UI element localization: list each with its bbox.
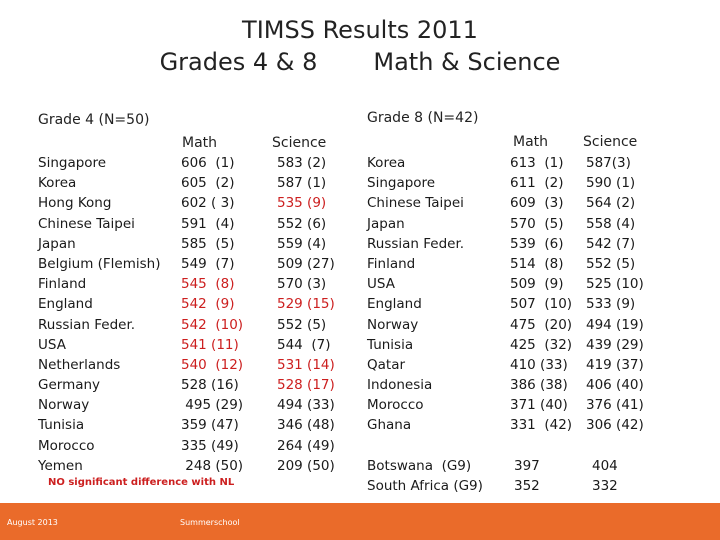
grade8-math-cell: 609 (3) xyxy=(510,195,564,212)
grade8-science-cell: 406 (40) xyxy=(586,377,644,394)
grade8-country-cell: Singapore xyxy=(367,175,436,192)
grade8-science-cell: 306 (42) xyxy=(586,417,644,434)
subtitle-grades: Grades 4 & 8 xyxy=(159,48,318,76)
grade8-science-column xyxy=(586,153,644,436)
grade4-science-cell: 570 (3) xyxy=(277,276,327,293)
grade8-country-cell: Qatar xyxy=(367,356,406,373)
grade4-science-header: Science xyxy=(272,135,327,151)
grade4-science-cell: 552 (5) xyxy=(277,316,327,333)
grade4-math-cell: 540 (12) xyxy=(181,356,244,373)
grade8-science-cell: 564 (2) xyxy=(586,195,636,212)
footer-bar xyxy=(0,503,720,540)
footer-school: Summerschool xyxy=(180,518,240,527)
grade8-science-cell: 558 (4) xyxy=(586,215,636,232)
grade8-extra-country-cell: South Africa (G9) xyxy=(367,478,483,495)
grade8-country-cell: Russian Feder. xyxy=(367,235,465,252)
grade8-math-cell: 331 (42) xyxy=(510,417,573,434)
grade8-math-cell: 386 (38) xyxy=(510,377,568,394)
grade4-country-cell: Chinese Taipei xyxy=(38,215,135,232)
grade4-math-cell: 335 (49) xyxy=(181,437,239,454)
grade4-country-cell: Germany xyxy=(38,377,101,394)
grade8-math-cell: 514 (8) xyxy=(510,255,564,272)
grade8-science-cell: 552 (5) xyxy=(586,255,636,272)
grade8-math-cell: 509 (9) xyxy=(510,276,564,293)
grade4-country-cell: Hong Kong xyxy=(38,195,112,212)
grade8-country-cell: Tunisia xyxy=(367,336,414,353)
grade4-country-cell: Finland xyxy=(38,276,87,293)
grade4-science-cell: 535 (9) xyxy=(277,195,327,212)
grade4-math-cell: 542 (9) xyxy=(181,296,235,313)
grade4-country-cell: Russian Feder. xyxy=(38,316,136,333)
grade4-science-cell: 264 (49) xyxy=(277,437,335,454)
grade8-science-cell: 439 (29) xyxy=(586,336,644,353)
grade4-science-cell: 209 (50) xyxy=(277,457,335,474)
grade8-science-cell: 419 (37) xyxy=(586,356,644,373)
grade8-math-cell: 475 (20) xyxy=(510,316,573,333)
grade4-science-cell: 346 (48) xyxy=(277,417,335,434)
grade4-science-cell: 529 (15) xyxy=(277,296,335,313)
grade4-science-cell: 552 (6) xyxy=(277,215,327,232)
grade4-heading: Grade 4 (N=50) xyxy=(38,112,150,128)
grade8-country-cell: Finland xyxy=(367,255,416,272)
grade4-note: NO significant difference with NL xyxy=(48,477,235,488)
grade4-math-cell: 541 (11) xyxy=(181,336,239,353)
grade8-math-cell: 570 (5) xyxy=(510,215,564,232)
grade8-country-cell: USA xyxy=(367,276,395,293)
grade8-extra-science-cell: 404 xyxy=(592,458,618,474)
slide-title: TIMSS Results 2011 xyxy=(242,16,478,44)
grade8-science-cell: 542 (7) xyxy=(586,235,636,252)
grade4-math-cell: 605 (2) xyxy=(181,175,235,192)
grade8-math-cell: 539 (6) xyxy=(510,235,564,252)
grade8-country-cell: Morocco xyxy=(367,397,424,414)
grade4-math-cell: 591 (4) xyxy=(181,215,235,232)
grade4-math-cell: 585 (5) xyxy=(181,235,235,252)
grade4-country-cell: Tunisia xyxy=(38,417,85,434)
grade4-math-cell: 606 (1) xyxy=(181,155,235,171)
grade4-country-cell: Belgium (Flemish) xyxy=(38,255,161,272)
slide-subtitle xyxy=(0,48,720,76)
grade4-math-cell: 549 (7) xyxy=(181,255,235,272)
grade4-math-column xyxy=(181,153,243,476)
grade8-country-cell: Ghana xyxy=(367,417,412,434)
grade4-country-cell: Singapore xyxy=(38,155,107,171)
grade8-math-cell: 410 (33) xyxy=(510,356,568,373)
grade4-science-cell: 583 (2) xyxy=(277,155,327,171)
grade8-country-cell: Indonesia xyxy=(367,377,433,394)
grade8-extra-math-cell: 397 xyxy=(514,458,540,474)
grade8-math-cell: 425 (32) xyxy=(510,336,573,353)
footer-date: August 2013 xyxy=(7,518,58,527)
grade4-math-cell: 248 (50) xyxy=(181,457,244,474)
grade8-country-cell: Korea xyxy=(367,155,406,171)
grade4-science-cell: 587 (1) xyxy=(277,175,327,192)
grade8-country-cell: Japan xyxy=(367,215,405,232)
grade8-science-cell: 587(3) xyxy=(586,155,631,171)
grade4-math-cell: 602 ( 3) xyxy=(181,195,235,212)
grade8-science-header: Science xyxy=(583,134,638,150)
grade4-science-cell: 509 (27) xyxy=(277,255,335,272)
subtitle-subjects: Math & Science xyxy=(373,48,561,76)
grade8-science-cell: 590 (1) xyxy=(586,175,636,192)
grade4-country-cell: Netherlands xyxy=(38,356,121,373)
grade8-extra-country-column xyxy=(367,456,483,496)
grade8-math-cell: 611 (2) xyxy=(510,175,564,192)
grade8-science-cell: 533 (9) xyxy=(586,296,636,313)
grade4-math-cell: 542 (10) xyxy=(181,316,244,333)
grade8-science-cell: 525 (10) xyxy=(586,276,644,293)
grade4-science-cell: 531 (14) xyxy=(277,356,335,373)
grade8-country-column xyxy=(367,153,464,436)
grade4-science-cell: 544 (7) xyxy=(277,336,331,353)
grade8-math-cell: 507 (10) xyxy=(510,296,573,313)
grade4-math-cell: 359 (47) xyxy=(181,417,239,434)
grade4-math-cell: 545 (8) xyxy=(181,276,235,293)
grade4-country-column xyxy=(38,153,160,476)
grade8-heading: Grade 8 (N=42) xyxy=(367,110,479,126)
grade4-science-cell: 494 (33) xyxy=(277,397,335,414)
grade4-country-cell: Norway xyxy=(38,397,90,414)
grade8-science-cell: 494 (19) xyxy=(586,316,644,333)
grade4-country-cell: Yemen xyxy=(38,457,83,474)
grade8-country-cell: Chinese Taipei xyxy=(367,195,464,212)
grade4-math-header: Math xyxy=(182,135,218,151)
grade8-math-header: Math xyxy=(513,134,549,150)
grade4-country-cell: England xyxy=(38,296,93,313)
grade8-math-cell: 613 (1) xyxy=(510,155,564,171)
grade8-science-cell: 376 (41) xyxy=(586,397,644,414)
grade4-country-cell: Korea xyxy=(38,175,77,192)
grade8-math-cell: 371 (40) xyxy=(510,397,568,414)
grade8-extra-science-column xyxy=(592,456,618,496)
grade4-country-cell: USA xyxy=(38,336,66,353)
grade8-country-cell: Norway xyxy=(367,316,419,333)
grade4-country-cell: Japan xyxy=(38,235,76,252)
grade4-math-cell: 528 (16) xyxy=(181,377,239,394)
grade4-science-column xyxy=(277,153,335,476)
grade8-extra-math-column xyxy=(514,456,540,496)
grade4-math-cell: 495 (29) xyxy=(181,397,244,414)
grade8-extra-math-cell: 352 xyxy=(514,478,540,495)
grade8-extra-country-cell: Botswana (G9) xyxy=(367,458,472,474)
grade8-math-column xyxy=(510,153,572,436)
grade4-science-cell: 559 (4) xyxy=(277,235,327,252)
grade4-science-cell: 528 (17) xyxy=(277,377,335,394)
grade8-extra-science-cell: 332 xyxy=(592,478,618,495)
grade4-country-cell: Morocco xyxy=(38,437,95,454)
grade8-country-cell: England xyxy=(367,296,422,313)
